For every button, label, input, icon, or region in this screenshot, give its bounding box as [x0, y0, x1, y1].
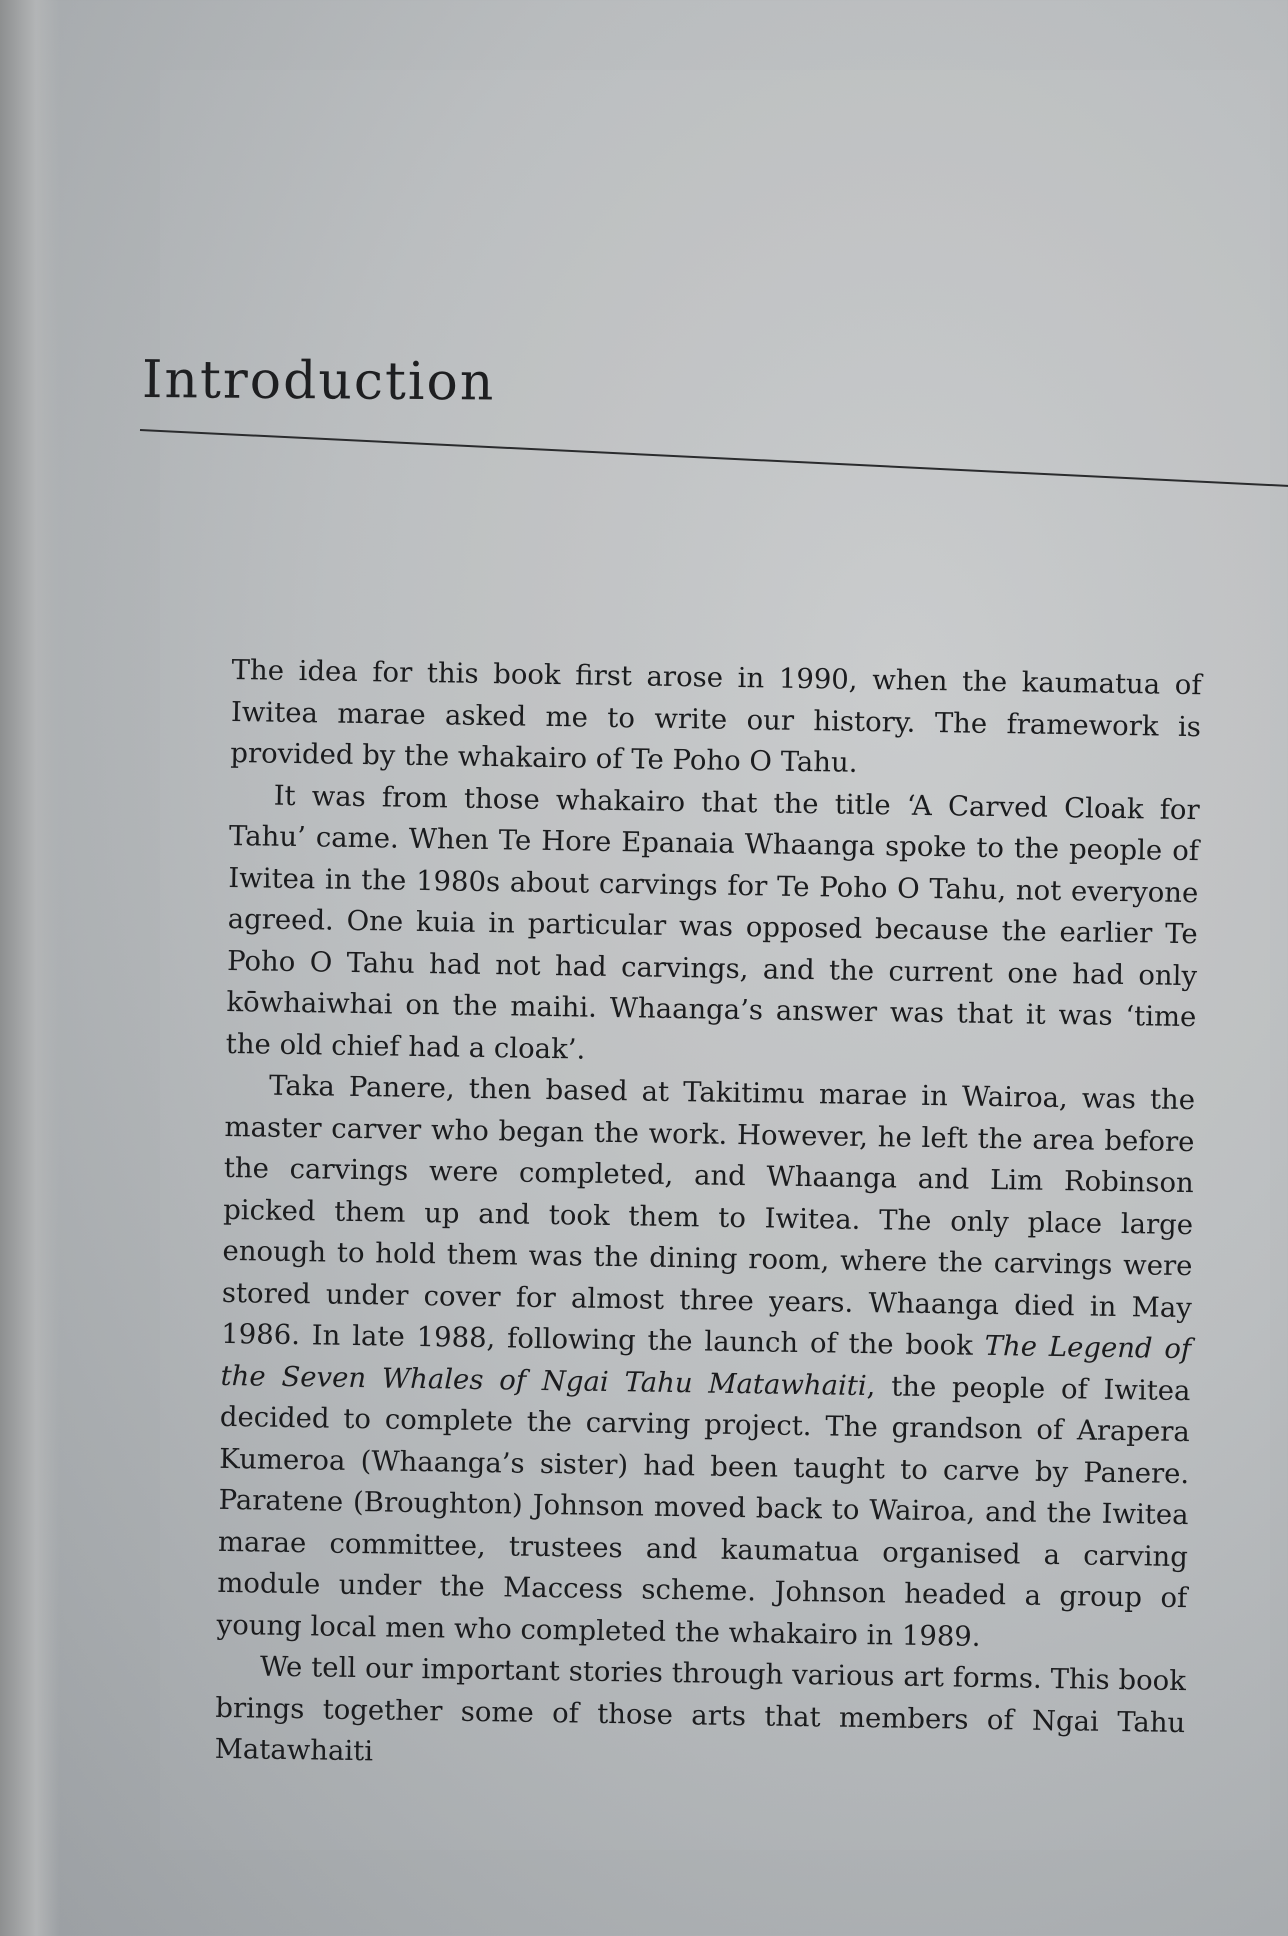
paragraph-1-text: The idea for this book first arose in 1990, when the kaumatua of Iwitea marae asked me to write our history. The framework is provided by the whakairo of Te Poho O Tahu.	[230, 653, 1202, 779]
paragraph-4	[214, 1646, 1186, 1786]
book-spine-shadow	[0, 0, 60, 1936]
paragraph-4-text: We tell our important stories through various art forms. This book brings together some of those arts that members of Ngai Tahu Matawhaiti	[214, 1650, 1187, 1768]
paragraph-3	[216, 1065, 1195, 1661]
paragraph-2-text: It was from those whakairo that the title ‘A Carved Cloak for Tahu’ came. When Te Hore Epanaia Whaanga spoke to the people of Iwitea in the 1980s about carvings for Te Poho O Tahu, not everyone agreed. One kuia in particular was opposed because the earlier Te Poho O Tahu had not had carvings, and the current one had only kōwhaiwhai on the maihi. Whaanga’s answer was that it was ‘time the old chief had a cloak’.	[225, 779, 1200, 1066]
chapter-title: Introduction	[141, 350, 496, 413]
introduction-body	[214, 650, 1201, 1786]
paragraph-1	[230, 650, 1202, 790]
paragraph-3-text-start: Taka Panere, then based at Takitimu marae in Wairoa, was the master carver who began the work. However, he left the area before the carvings were completed, and Whaanga and Lim Robinson picked them up and took them to Iwitea. The only place large enough to hold them was the dining room, where the carvings were stored under cover for almost three years. Whaanga died in May 1986. In late 1988, following the launch of the book	[221, 1069, 1196, 1362]
paragraph-3-text-end: , the people of Iwitea decided to complete the carving project. The grandson of Arapera Kumeroa (Whaanga’s sister) had been taught to carve by Panere. Paratene (Broughton) Johnson moved back to Wairoa, and the Iwitea marae committee, trustees and kaumatua organised a carving module under the Maccess scheme. Johnson headed a group of young local men who completed the whakairo in 1989.	[216, 1369, 1191, 1653]
book-title-italic: The Legend of the Seven Whales of Ngai Tahu Matawhaiti	[220, 1329, 1192, 1402]
title-rule-line	[140, 430, 1288, 490]
paragraph-2	[225, 774, 1199, 1080]
